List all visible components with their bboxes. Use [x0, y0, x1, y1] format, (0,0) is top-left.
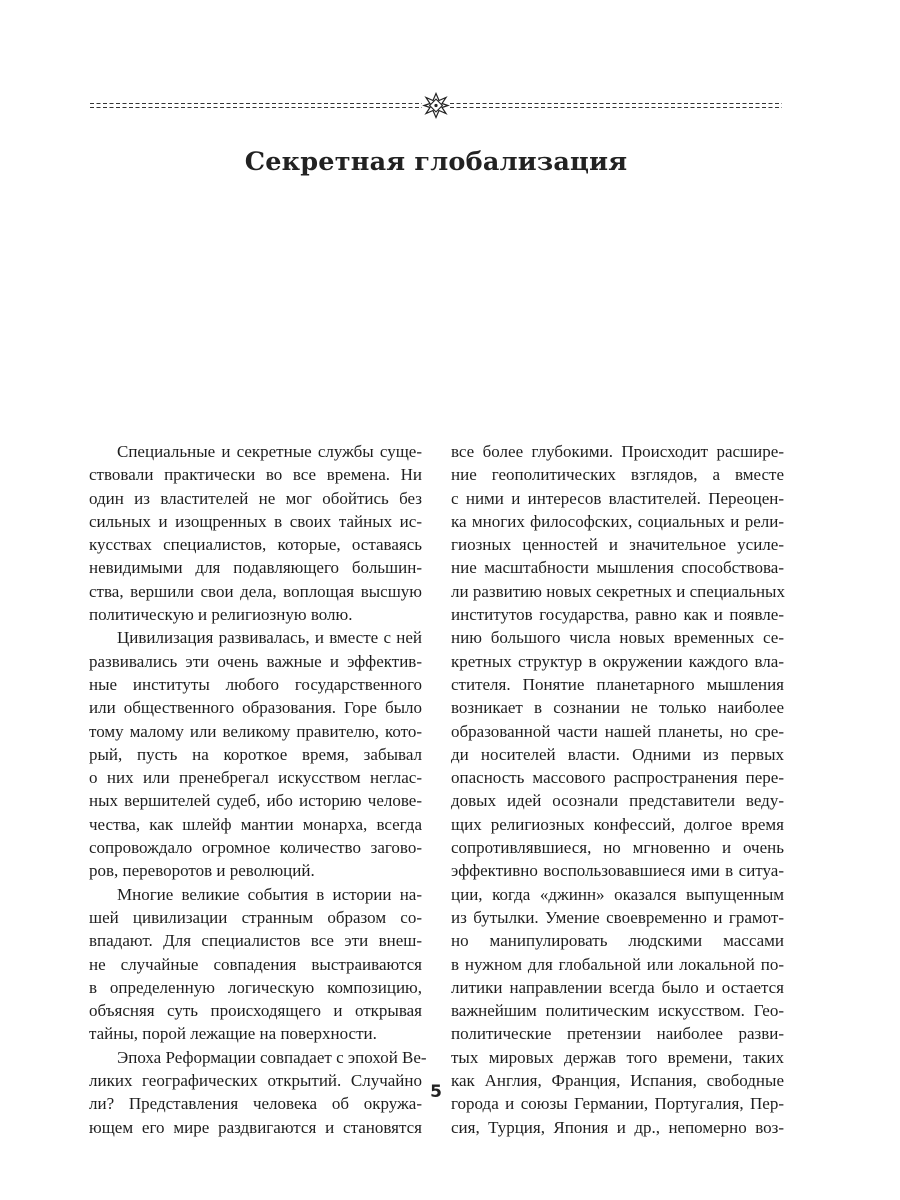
text-line: ли развитию новых секретных и специальных [451, 581, 785, 601]
text-line: ные институты любого государственного [89, 674, 422, 694]
text-line: Цивилизация развивалась, и вместе с ней [117, 628, 422, 648]
text-line: образованной части нашей планеты, но сре- [451, 721, 784, 741]
text-line: города и союзы Германии, Португалия, Пер- [451, 1094, 784, 1114]
text-line: ние масштабности мышления способствова- [451, 558, 784, 578]
text-line: тому малому или великому правителю, кото- [89, 721, 422, 741]
text-line: щих религиозных конфессий, долгое время [451, 814, 784, 834]
text-line: институтов государства, равно как и появле- [451, 605, 784, 625]
text-line: шей цивилизации странным образом со- [89, 907, 422, 927]
text-line: или общественного образования. Горе было [89, 698, 422, 718]
text-line: ли? Представления человека об окружа- [89, 1094, 422, 1114]
text-line: в определенную логическую композицию, [89, 977, 422, 997]
text-line: ди носителей власти. Одними из первых [451, 744, 784, 764]
text-line: нию большого числа новых временных се- [451, 628, 784, 648]
text-line: тых мировых держав того времени, таких [451, 1047, 784, 1067]
text-line: ров, переворотов и революций. [89, 861, 315, 881]
text-line: ющем его мире раздвигаются и становятся [89, 1117, 422, 1137]
text-line: эффективно воспользовавшиеся ими в ситуа- [451, 861, 784, 881]
text-line: как Англия, Франция, Испания, свободные [451, 1071, 784, 1091]
text-line: ции, когда «джинн» оказался выпущенным [451, 884, 784, 904]
text-line: сопровождало огромное количество загово- [89, 838, 422, 858]
text-line: но манипулировать людскими массами [451, 931, 784, 951]
text-line: политическую и религиозную волю. [89, 605, 353, 625]
text-line: политические претензии наиболее разви- [451, 1024, 784, 1044]
text-line: сильных и изощренных в своих тайных ис- [89, 511, 422, 531]
text-line: стителя. Понятие планетарного мышления [451, 674, 784, 694]
text-line: Специальные и секретные службы суще- [117, 442, 422, 461]
text-line: в нужном для глобальной или локальной по- [451, 954, 784, 974]
text-line: чества, как шлейф мантии монарха, всегда [89, 814, 422, 834]
text-line: гиозных ценностей и значительное усиле- [451, 535, 784, 555]
right-text-column [451, 440, 784, 1139]
text-line: ствовали практически во все времена. Ни [89, 465, 422, 485]
text-line: важнейшим политическим искусством. Гео- [451, 1001, 784, 1021]
text-line: сия, Турция, Япония и др., непомерно воз- [451, 1117, 784, 1137]
star-ornament-icon [424, 94, 448, 118]
text-line: один из властителей не мог обойтись без [89, 488, 422, 508]
text-line: Многие великие события в истории на- [117, 884, 422, 904]
text-line: невидимыми для подавляющего большин- [89, 558, 422, 578]
text-line: ние геополитических взглядов, а вместе [451, 465, 784, 485]
text-line: кусствах специалистов, которые, оставаясь [89, 535, 422, 555]
header-ornament [90, 92, 782, 120]
text-line: возникает в сознании не только наиболее [451, 698, 784, 718]
text-line: рый, пусть на короткое время, забывал [89, 744, 422, 764]
text-line: литики направлении всегда было и остается [451, 977, 784, 997]
page-number: 5 [430, 1082, 442, 1102]
text-line: довых идей осознали представители веду- [451, 791, 784, 811]
text-line: Эпоха Реформации совпадает с эпохой Ве- [117, 1047, 427, 1067]
text-line: с ними и интересов властителей. Переоцен- [451, 488, 784, 508]
text-line: из бутылки. Умение своевременно и грамот- [451, 907, 784, 927]
text-line: сопротивлявшиеся, но мгновенно и очень [451, 838, 784, 858]
text-line: впадают. Для специалистов все эти внеш- [89, 931, 422, 951]
text-line: ства, вершили свои дела, воплощая высшую [89, 581, 422, 601]
text-line: ных вершителей судеб, ибо историю челове- [89, 791, 422, 811]
text-line: о них или пренебрегал искусством неглас- [89, 768, 422, 788]
text-line: ка многих философских, социальных и рели- [451, 511, 784, 531]
text-line: все более глубокими. Происходит расшире- [451, 442, 784, 461]
text-line: объясняя суть происходящего и открывая [89, 1001, 422, 1021]
text-line: опасность массового распространения пере- [451, 768, 784, 788]
chapter-title: Секретная глобализация [244, 147, 628, 177]
left-text-column [89, 440, 427, 1139]
text-line: кретных структур в окружении каждого вла- [451, 651, 784, 671]
text-line: развивались эти очень важные и эффектив- [89, 651, 422, 671]
text-line: тайны, порой лежащие на поверхности. [89, 1024, 377, 1044]
text-line: не случайные совпадения выстраиваются [89, 954, 422, 974]
text-line: ликих географических открытий. Случайно [89, 1071, 422, 1091]
